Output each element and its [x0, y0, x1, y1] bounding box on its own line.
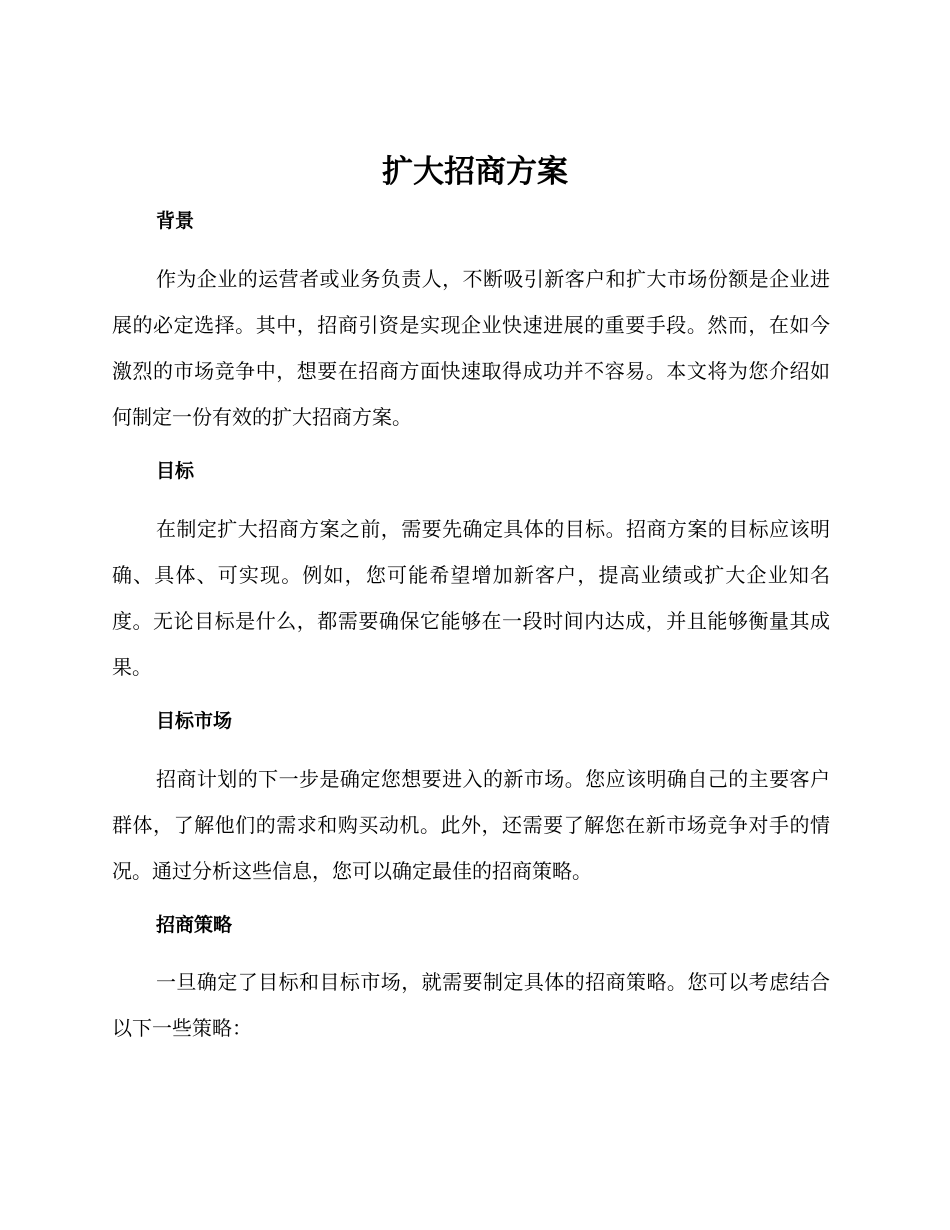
section-heading-background: 背景: [156, 210, 195, 232]
section-body-investment-strategy: 一旦确定了目标和目标市场，就需要制定具体的招商策略。您可以考虑结合以下一些策略：: [112, 970, 830, 1040]
section-body-goal: 在制定扩大招商方案之前，需要先确定具体的目标。招商方案的目标应该明确、具体、可实现。例如，您可能希望增加新客户，提高业绩或扩大企业知名度。无论目标是什么，都需要确保它能够在一段时间内达成，并且能够衡量其成果。: [112, 517, 830, 679]
section-heading-target-market: 目标市场: [156, 710, 233, 732]
document-title: 扩大招商方案: [382, 154, 568, 190]
section-body-background: 作为企业的运营者或业务负责人，不断吸引新客户和扩大市场份额是企业进展的必定选择。其中，招商引资是实现企业快速进展的重要手段。然而，在如今激烈的市场竞争中，想要在招商方面快速取得成功并不容易。本文将为您介绍如何制定一份有效的扩大招商方案。: [112, 267, 830, 429]
section-heading-investment-strategy: 招商策略: [156, 914, 233, 936]
section-heading-goal: 目标: [156, 460, 195, 482]
section-body-target-market: 招商计划的下一步是确定您想要进入的新市场。您应该明确自己的主要客户群体，了解他们的需求和购买动机。此外，还需要了解您在新市场竞争对手的情况。通过分析这些信息，您可以确定最佳的招商策略。: [112, 767, 830, 883]
